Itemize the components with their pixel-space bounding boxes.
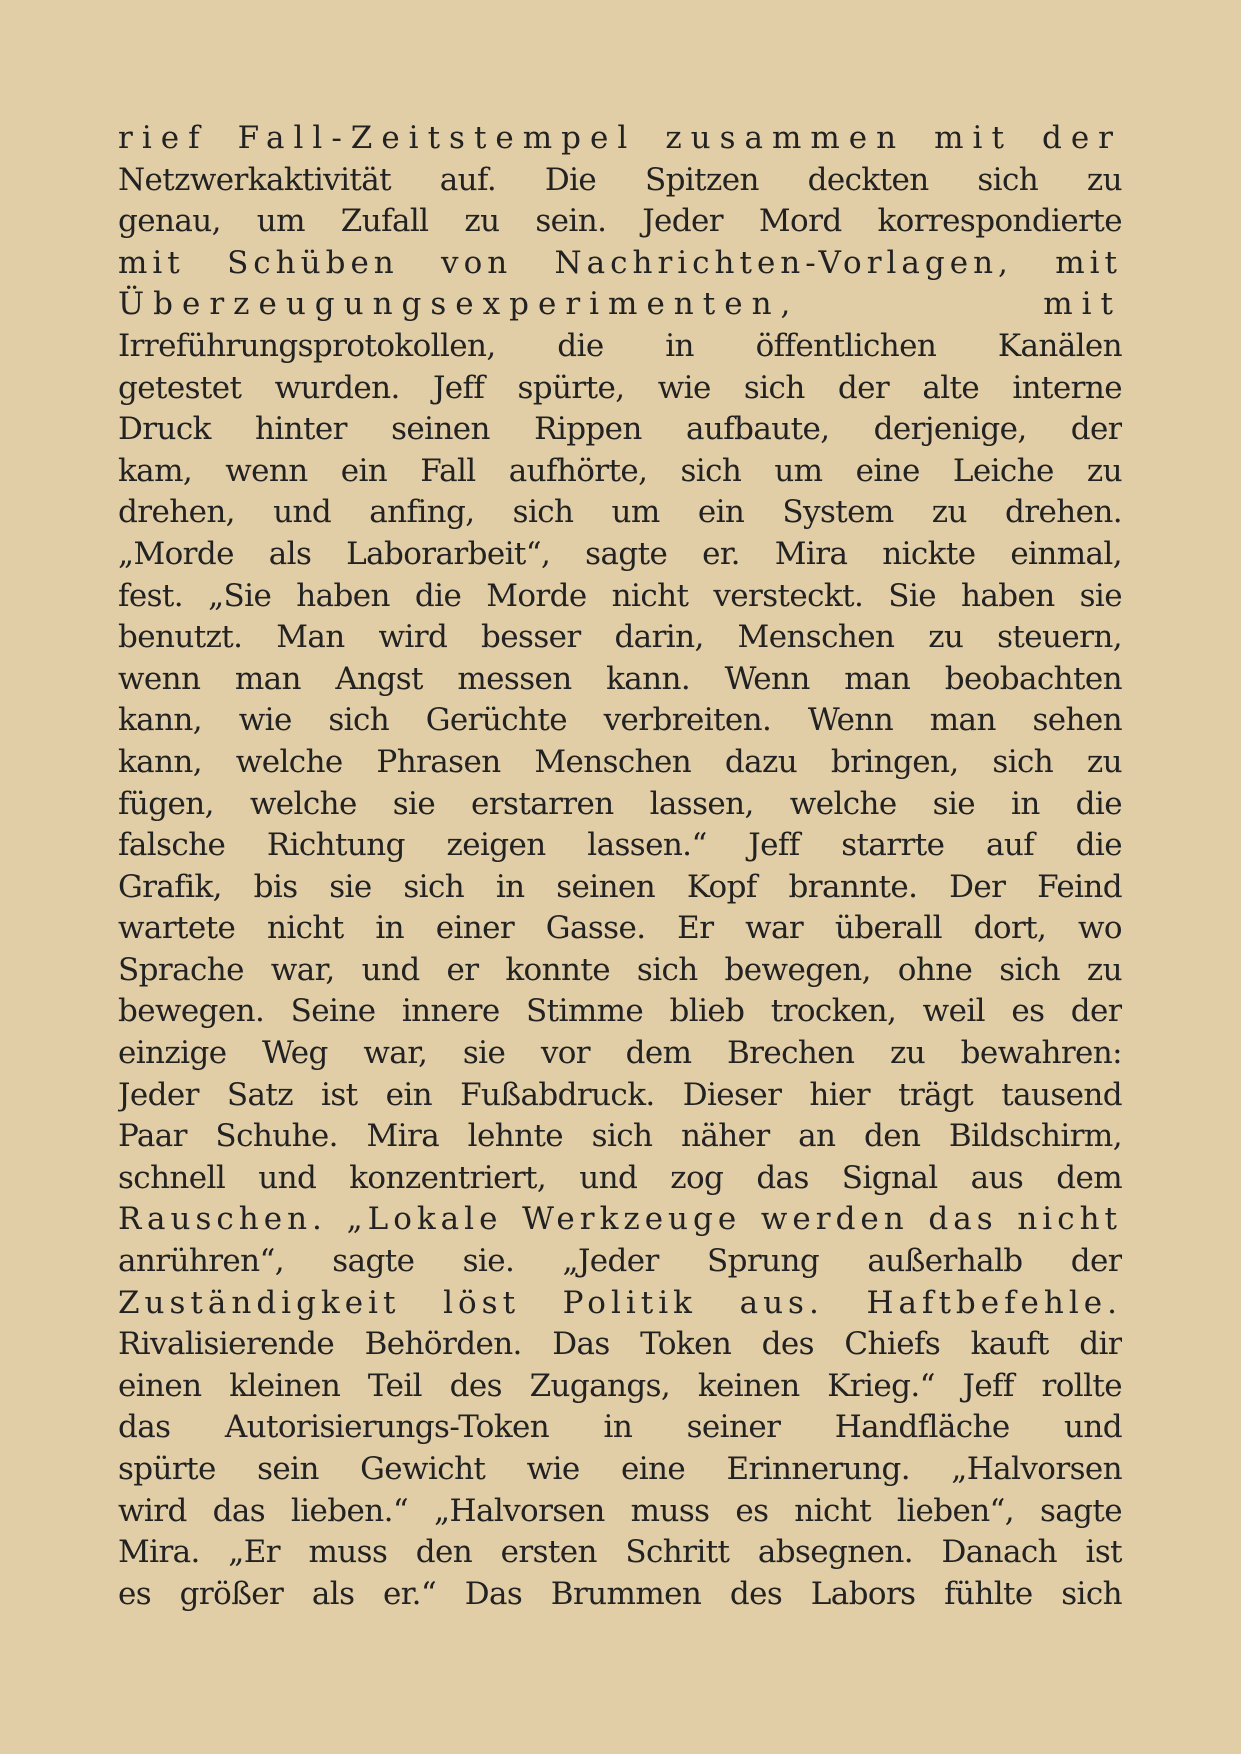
text-line: „Morde als Laborarbeit“, sagte er. Mira nickte einmal, <box>118 535 1122 572</box>
text-line: Überzeugungsexperimenten, mit <box>118 286 1122 323</box>
text-line: mit Schüben von Nachrichten-Vorlagen, mit <box>118 244 1122 281</box>
text-line: benutzt. Man wird besser darin, Menschen zu steuern, <box>118 619 1122 656</box>
text-line: rief Fall-Zeitstempel zusammen mit der <box>118 120 1122 156</box>
text-line: das Autorisierungs-Token in seiner Handfläche und <box>118 1409 1122 1446</box>
text-line: fügen, welche sie erstarren lassen, welche sie in die <box>118 785 1122 822</box>
text-line: spürte sein Gewicht wie eine Erinnerung. „Halvorsen <box>118 1451 1122 1487</box>
text-line: einen kleinen Teil des Zugangs, keinen Krieg.“ Jeff rollte <box>118 1367 1122 1404</box>
text-line: Netzwerkaktivität auf. Die Spitzen deckten sich zu <box>118 161 1122 198</box>
text-line: Zuständigkeit löst Politik aus. Haftbefehle. <box>118 1284 1122 1321</box>
text-line: Sprache war, und er konnte sich bewegen, ohne sich zu <box>118 951 1122 988</box>
text-line: es größer als er.“ Das Brummen des Labors fühlte sich <box>118 1575 1122 1612</box>
text-line: Rivalisierende Behörden. Das Token des Chiefs kauft dir <box>118 1326 1122 1363</box>
text-line: kann, welche Phrasen Menschen dazu bringen, sich zu <box>118 743 1122 780</box>
text-line: Irreführungsprotokollen, die in öffentlichen Kanälen <box>118 327 1122 364</box>
text-line: Rauschen. „Lokale Werkzeuge werden das nicht <box>118 1201 1122 1238</box>
text-line: bewegen. Seine innere Stimme blieb trocken, weil es der <box>118 993 1122 1030</box>
text-line: Jeder Satz ist ein Fußabdruck. Dieser hier trägt tausend <box>118 1076 1122 1113</box>
text-line: Mira. „Er muss den ersten Schritt absegnen. Danach ist <box>118 1534 1122 1571</box>
text-line: wartete nicht in einer Gasse. Er war überall dort, wo <box>118 910 1122 947</box>
text-line: kam, wenn ein Fall aufhörte, sich um eine Leiche zu <box>118 452 1122 489</box>
text-line: anrühren“, sagte sie. „Jeder Sprung außerhalb der <box>118 1243 1122 1280</box>
text-line: Druck hinter seinen Rippen aufbaute, derjenige, der <box>118 411 1122 448</box>
document-page <box>118 118 1122 1615</box>
text-line: Grafik, bis sie sich in seinen Kopf brannte. Der Feind <box>118 868 1122 905</box>
text-line: falsche Richtung zeigen lassen.“ Jeff starrte auf die <box>118 827 1122 864</box>
text-line: einzige Weg war, sie vor dem Brechen zu bewahren: <box>118 1035 1122 1072</box>
text-line: drehen, und anfing, sich um ein System zu drehen. <box>118 494 1122 531</box>
text-line: wenn man Angst messen kann. Wenn man beobachten <box>118 660 1122 697</box>
text-line: genau, um Zufall zu sein. Jeder Mord korrespondierte <box>118 203 1122 240</box>
text-line: kann, wie sich Gerüchte verbreiten. Wenn man sehen <box>118 702 1122 739</box>
text-line: wird das lieben.“ „Halvorsen muss es nicht lieben“, sagte <box>118 1492 1122 1529</box>
text-line: schnell und konzentriert, und zog das Signal aus dem <box>118 1159 1122 1196</box>
text-line: Paar Schuhe. Mira lehnte sich näher an den Bildschirm, <box>118 1118 1122 1155</box>
text-line: getestet wurden. Jeff spürte, wie sich der alte interne <box>118 369 1122 406</box>
text-line: fest. „Sie haben die Morde nicht versteckt. Sie haben sie <box>118 577 1122 614</box>
